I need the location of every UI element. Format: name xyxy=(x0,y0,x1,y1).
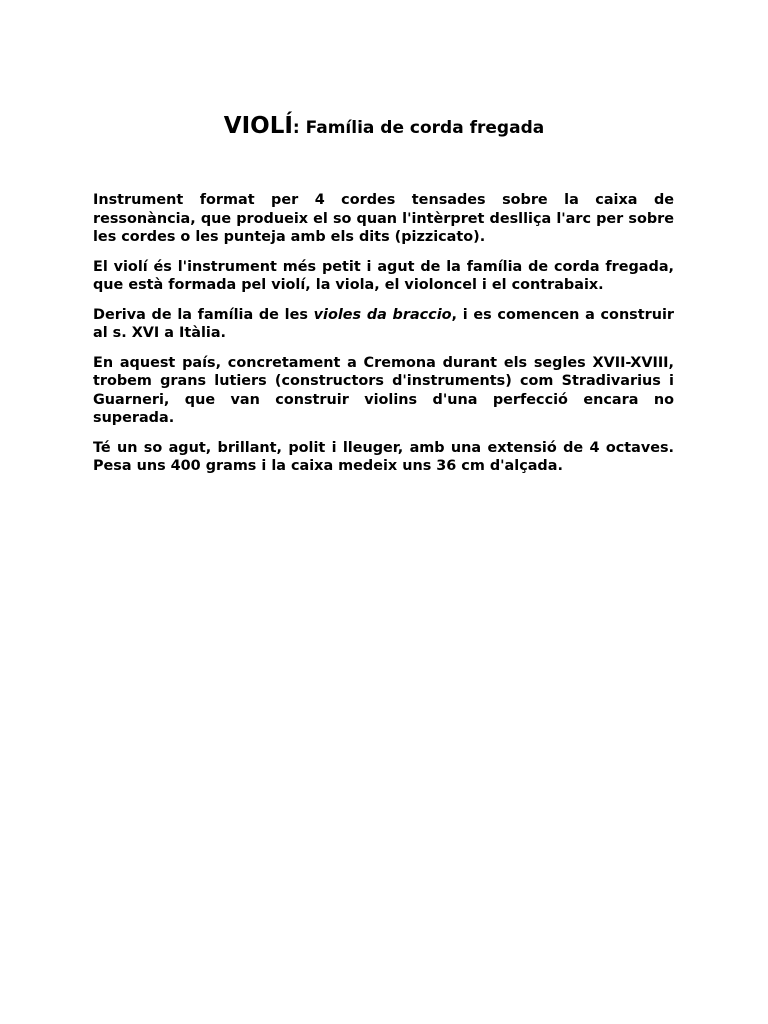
title-main: VIOLÍ xyxy=(223,113,293,139)
title-subtitle: : Família de corda fregada xyxy=(292,118,545,138)
origin-italic-term: violes da braccio xyxy=(313,306,452,323)
origin-text-before: Deriva de la família de les xyxy=(93,306,314,323)
page-title xyxy=(0,103,768,141)
paragraph-family: El violí és l'instrument més petit i agut de la família de corda fregada, que està formada pel violí, la viola, el violoncel i el contrabaix. xyxy=(93,258,674,293)
body-text xyxy=(93,191,674,487)
origin-text-after: , i es comencen a construir al s. XVI a Itàlia. xyxy=(93,306,675,341)
paragraph-sound: Té un so agut, brillant, polit i lleuger, amb una extensió de 4 octaves. Pesa uns 400 grams i la caixa medeix uns 36 cm d'alçada. xyxy=(93,439,674,474)
paragraph-luthiers: En aquest país, concretament a Cremona durant els segles XVII-XVIII, trobem grans lutiers (constructors d'instruments) com Stradivarius i Guarneri, que van construir violins d'una perfecció encara no superada. xyxy=(93,354,674,426)
paragraph-description: Instrument format per 4 cordes tensades sobre la caixa de ressonància, que produeix el so quan l'intèrpret deslliça l'arc per sobre les cordes o les punteja amb els dits (pizzicato). xyxy=(93,192,674,245)
paragraph-origin xyxy=(93,306,674,343)
